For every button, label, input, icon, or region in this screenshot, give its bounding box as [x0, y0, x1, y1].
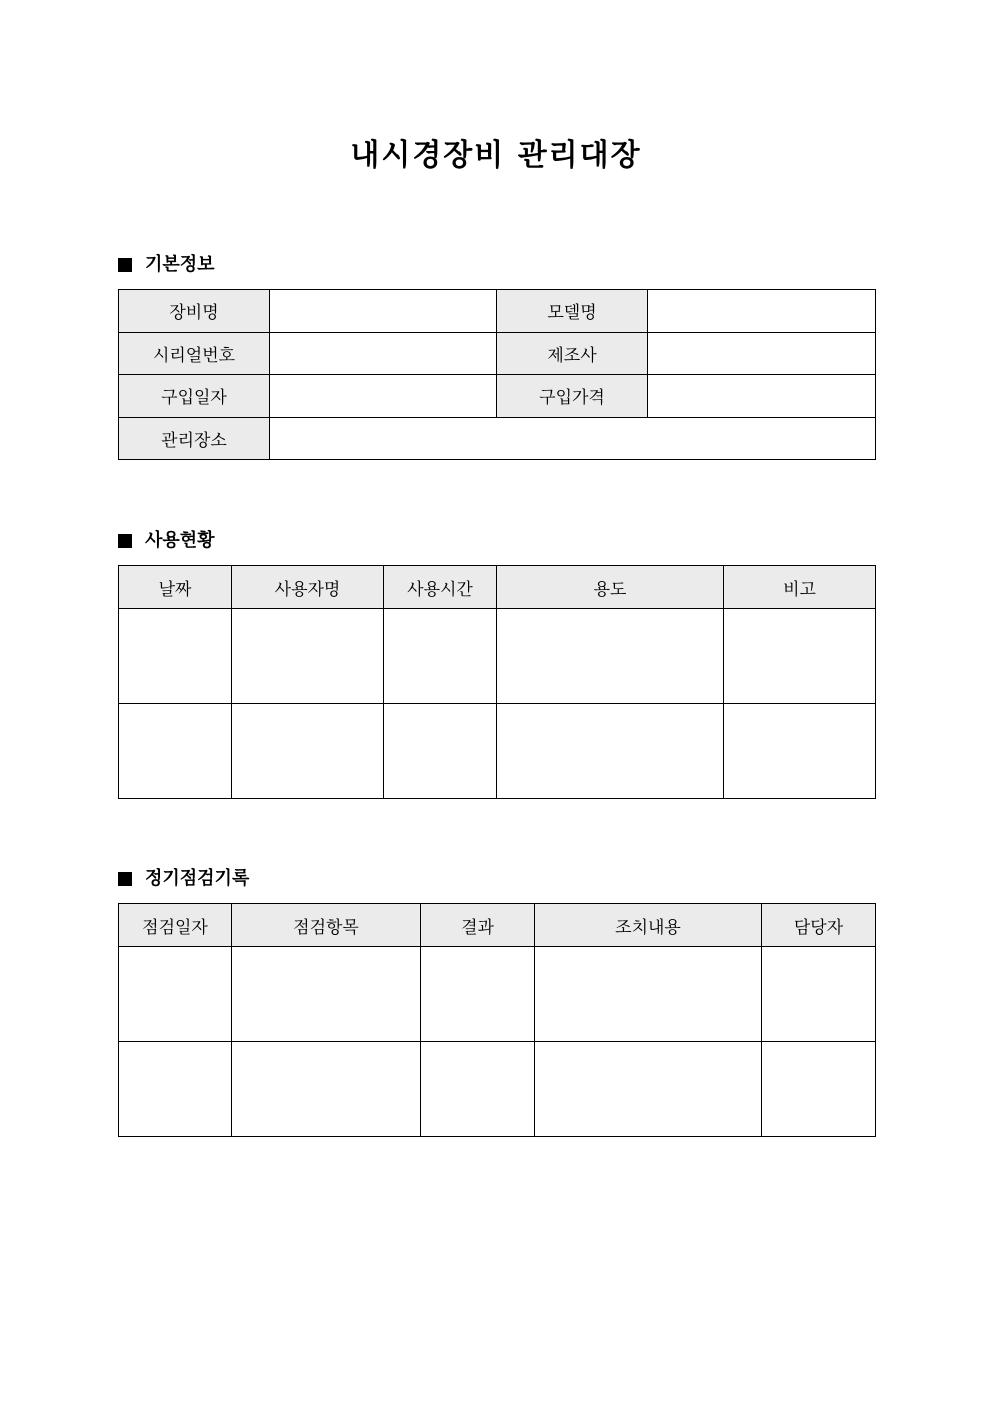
- column-header-usage-time: 사용시간: [384, 566, 497, 609]
- column-header-result: 결과: [421, 904, 535, 947]
- equipment-name-label: 장비명: [119, 290, 270, 333]
- page-title: 내시경장비 관리대장: [350, 138, 642, 173]
- table-row: [119, 704, 876, 799]
- manufacturer-field[interactable]: [648, 332, 876, 375]
- inspection-person-cell[interactable]: [762, 1042, 876, 1137]
- table-row: [119, 947, 876, 1042]
- usage-date-cell[interactable]: [119, 704, 232, 799]
- column-header-inspection-date: 점검일자: [119, 904, 232, 947]
- purchase-date-field[interactable]: [270, 375, 497, 418]
- inspection-date-cell[interactable]: [119, 1042, 232, 1137]
- table-row: [119, 609, 876, 704]
- usage-user-cell[interactable]: [232, 609, 384, 704]
- table-row: [119, 332, 876, 375]
- usage-user-cell[interactable]: [232, 704, 384, 799]
- column-header-action-taken: 조치내용: [535, 904, 762, 947]
- inspection-action-cell[interactable]: [535, 1042, 762, 1137]
- inspection-table: [118, 903, 876, 1137]
- inspection-result-cell[interactable]: [421, 947, 535, 1042]
- purchase-price-field[interactable]: [648, 375, 876, 418]
- inspection-heading-text: 정기점검기록: [145, 868, 250, 889]
- basic-info-heading: [118, 252, 215, 278]
- serial-number-label: 시리얼번호: [119, 332, 270, 375]
- serial-number-field[interactable]: [270, 332, 497, 375]
- manufacturer-label: 제조사: [497, 332, 648, 375]
- column-header-remarks: 비고: [724, 566, 876, 609]
- usage-purpose-cell[interactable]: [497, 704, 724, 799]
- table-header-row: [119, 566, 876, 609]
- inspection-action-cell[interactable]: [535, 947, 762, 1042]
- usage-heading: [118, 528, 215, 554]
- storage-location-label: 관리장소: [119, 417, 270, 460]
- usage-heading-text: 사용현황: [145, 530, 215, 551]
- table-row: [119, 417, 876, 460]
- usage-remarks-cell[interactable]: [724, 704, 876, 799]
- column-header-person-in-charge: 담당자: [762, 904, 876, 947]
- model-name-field[interactable]: [648, 290, 876, 333]
- usage-time-cell[interactable]: [384, 609, 497, 704]
- basic-info-table: [118, 289, 876, 460]
- square-bullet-icon: [118, 258, 132, 272]
- table-row: [119, 1042, 876, 1137]
- inspection-person-cell[interactable]: [762, 947, 876, 1042]
- column-header-inspection-item: 점검항목: [232, 904, 421, 947]
- table-row: [119, 375, 876, 418]
- square-bullet-icon: [118, 534, 132, 548]
- inspection-heading: [118, 866, 249, 892]
- table-row: [119, 290, 876, 333]
- storage-location-field[interactable]: [270, 417, 876, 460]
- square-bullet-icon: [118, 872, 132, 886]
- usage-purpose-cell[interactable]: [497, 609, 724, 704]
- usage-table: [118, 565, 876, 799]
- purchase-date-label: 구입일자: [119, 375, 270, 418]
- column-header-purpose: 용도: [497, 566, 724, 609]
- usage-time-cell[interactable]: [384, 704, 497, 799]
- inspection-item-cell[interactable]: [232, 1042, 421, 1137]
- purchase-price-label: 구입가격: [497, 375, 648, 418]
- model-name-label: 모델명: [497, 290, 648, 333]
- inspection-result-cell[interactable]: [421, 1042, 535, 1137]
- column-header-date: 날짜: [119, 566, 232, 609]
- usage-date-cell[interactable]: [119, 609, 232, 704]
- column-header-user-name: 사용자명: [232, 566, 384, 609]
- usage-remarks-cell[interactable]: [724, 609, 876, 704]
- table-header-row: [119, 904, 876, 947]
- inspection-item-cell[interactable]: [232, 947, 421, 1042]
- equipment-name-field[interactable]: [270, 290, 497, 333]
- basic-info-heading-text: 기본정보: [145, 254, 215, 275]
- inspection-date-cell[interactable]: [119, 947, 232, 1042]
